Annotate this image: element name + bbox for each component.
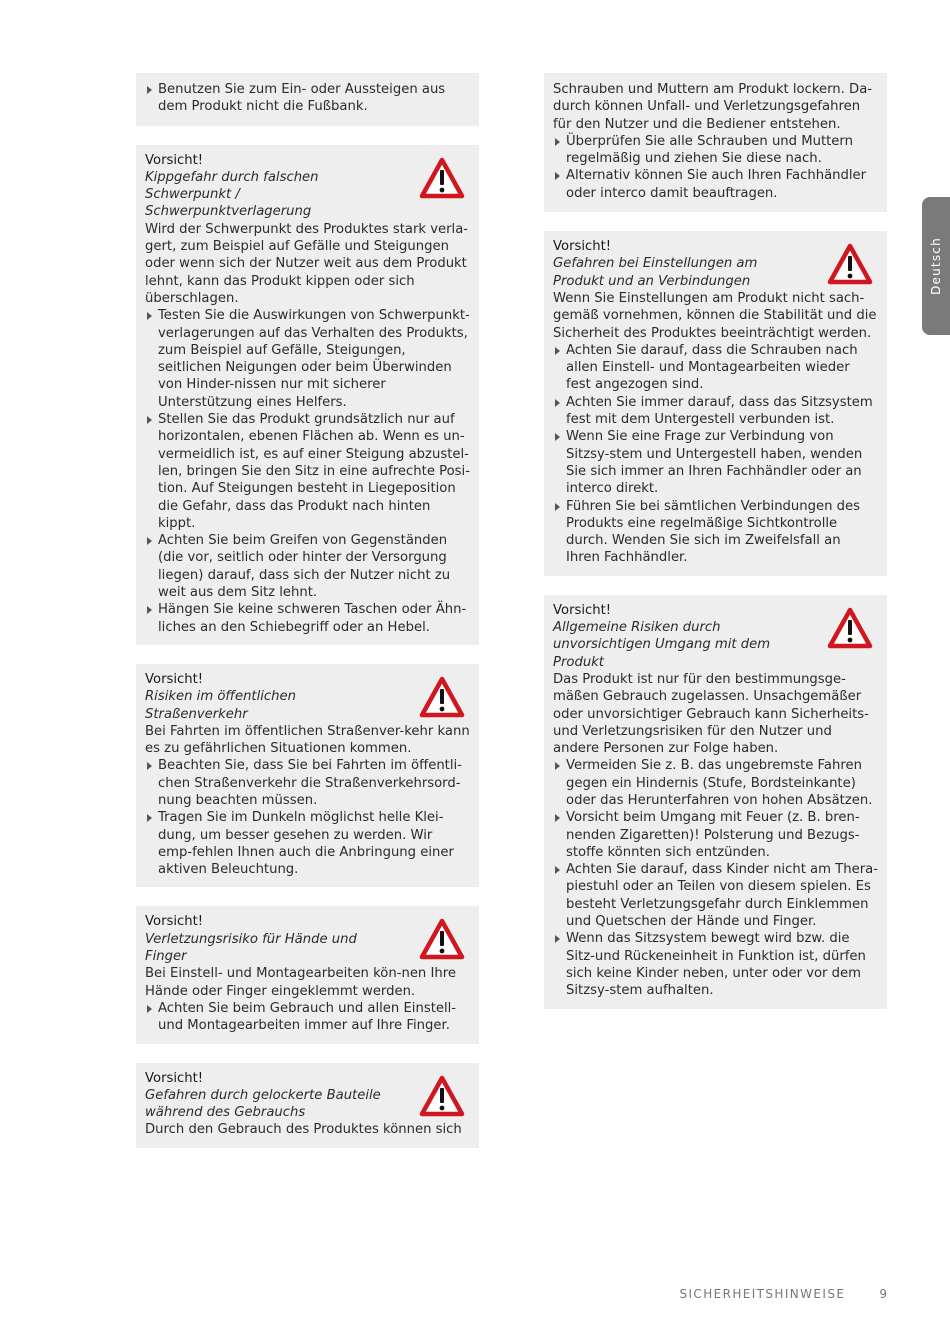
warning-box-loose-parts <box>136 1063 479 1148</box>
warning-heading: Vorsicht! <box>553 602 612 618</box>
list-item: Achten Sie beim Greifen von Gegenständen (die vor, seitlich oder hinter der Versorgung liegen) darauf, dass sich der Nutzer nicht zu weit aus dem Sitz lehnt. <box>145 532 470 601</box>
warning-box-settings <box>544 231 887 576</box>
warning-box-fingers <box>136 906 479 1043</box>
warning-subtitle: Verletzungsrisiko für Hände und Finger <box>145 931 357 965</box>
warning-subtitle: Allgemeine Risiken durch unvorsichtigen Umgang mit dem Produkt <box>553 620 771 670</box>
warning-heading: Vorsicht! <box>553 239 612 255</box>
warning-intro: Das Produkt ist nur für den bestimmungsge-mäßen Gebrauch zugelassen. Unsachgemäßer oder unvorsichtiger Gebrauch kann Sicherheits-und Verletzungsrisiken für den Nutzer und andere Personen zur Folge haben. <box>553 671 869 757</box>
list-item: Hängen Sie keine schweren Taschen oder Ähn-liches an den Schiebegriff oder an Hebel. <box>145 601 470 636</box>
warning-intro: Bei Fahrten im öffentlichen Straßenver-kehr kann es zu gefährlichen Situationen kommen. <box>145 723 470 757</box>
warning-intro: Wird der Schwerpunkt des Produktes stark verla-gert, zum Beispiel auf Gefälle und Steigungen oder wenn sich der Nutzer weit aus dem Produkt lehnt, kann das Produkt kippen oder sich überschlagen. <box>145 221 469 306</box>
warning-triangle-icon <box>419 157 465 199</box>
list-item: Wenn Sie eine Frage zur Verbindung von Sitzsy-stem und Untergestell haben, wenden Sie sich immer an Ihren Fachhändler oder an interco direkt. <box>553 428 878 497</box>
warning-intro: Schrauben und Muttern am Produkt lockern. Da-durch können Unfall- und Verletzungsgefahren für den Nutzer und die Bediener entstehen. <box>553 82 873 132</box>
warning-box-traffic <box>136 664 479 888</box>
list-item: Stellen Sie das Produkt grundsätzlich nur auf horizontalen, ebenen Flächen ab. Wenn es un-vermeidlich ist, es auf einer Steigung abzustel-len, bringen Sie den Sitz in eine aufrechte Posi-tion. Auf Steigungen besteht in Liegeposition die Gefahr, dass das Produkt nach hinten kippt. <box>145 411 470 532</box>
warning-triangle-icon <box>419 918 465 960</box>
warning-heading: Vorsicht! <box>145 1070 204 1086</box>
language-tab-label: Deutsch <box>929 237 943 295</box>
bullet-list <box>553 342 878 567</box>
warning-box-general-risks <box>544 595 887 1009</box>
warning-triangle-icon <box>827 243 873 285</box>
right-column <box>544 73 887 1028</box>
list-item: Achten Sie darauf, dass Kinder nicht am Thera-piestuhl oder an Teilen von diesem spielen. Es besteht Verletzungsgefahr durch Einklemmen und Quetschen der Hände und Finger. <box>553 861 878 930</box>
bullet-list <box>145 1000 470 1035</box>
list-item: Achten Sie beim Gebrauch und allen Einstell-und Montagearbeiten immer auf Ihre Finger. <box>145 1000 470 1035</box>
left-column <box>136 73 479 1167</box>
list-item: Überprüfen Sie alle Schrauben und Muttern regelmäßig und ziehen Sie diese nach. <box>553 133 878 168</box>
notice-box-footbench <box>136 73 479 126</box>
list-item: Führen Sie bei sämtlichen Verbindungen des Produkts eine regelmäßige Sichtkontrolle durch. Wenden Sie sich im Zweifelsfall an Ihren Fachhändler. <box>553 498 878 567</box>
warning-heading: Vorsicht! <box>145 914 204 930</box>
warning-intro: Bei Einstell- und Montagearbeiten kön-nen Ihre Hände oder Finger eingeklemmt werden. <box>145 966 456 999</box>
warning-triangle-icon <box>419 676 465 718</box>
bullet-list <box>553 757 878 999</box>
list-item: Beachten Sie, dass Sie bei Fahrten im öffentli-chen Straßenverkehr die Straßenverkehrsord-nung beachten müssen. <box>145 757 470 809</box>
page-footer <box>679 1287 887 1301</box>
warning-heading: Vorsicht! <box>145 671 204 687</box>
warning-box-tipping <box>136 145 479 645</box>
warning-triangle-icon <box>827 607 873 649</box>
list-item: Alternativ können Sie auch Ihren Fachhändler oder interco damit beauftragen. <box>553 167 878 202</box>
list-item: Testen Sie die Auswirkungen von Schwerpunkt-verlagerungen auf das Verhalten des Produkts, zum Beispiel auf Gefälle, Steigungen, seitlichen Neigungen oder beim Überwinden von Hinder-nissen nur mit sicherer Unterstützung eines Helfers. <box>145 307 470 411</box>
warning-heading: Vorsicht! <box>145 152 204 168</box>
list-item: Vermeiden Sie z. B. das ungebremste Fahren gegen ein Hindernis (Stufe, Bordsteinkante) oder das Herunterfahren von hohen Absätzen. <box>553 757 878 809</box>
warning-subtitle: Gefahren durch gelockerte Bauteile während des Gebrauchs <box>145 1087 381 1121</box>
list-item: Tragen Sie im Dunkeln möglichst helle Klei-dung, um besser gesehen zu werden. Wir emp-fehlen Ihnen auch die Anbringung einer aktiven Beleuchtung. <box>145 809 470 878</box>
list-item: Achten Sie darauf, dass die Schrauben nach allen Einstell- und Montagearbeiten wieder fest angezogen sind. <box>553 342 878 394</box>
bullet-list <box>145 757 470 878</box>
warning-box-loose-parts-continued <box>544 73 887 212</box>
bullet-list <box>145 81 470 116</box>
warning-triangle-icon <box>419 1075 465 1117</box>
page-number: 9 <box>879 1287 887 1301</box>
list-item: Wenn das Sitzsystem bewegt wird bzw. die Sitz-und Rückeneinheit in Funktion ist, dürfen sich keine Kinder neben, unter oder vor dem Sitzsy-stem aufhalten. <box>553 930 878 999</box>
list-item: Benutzen Sie zum Ein- oder Aussteigen aus dem Produkt nicht die Fußbank. <box>145 81 470 116</box>
warning-intro: Durch den Gebrauch des Produktes können sich <box>145 1122 462 1138</box>
language-tab <box>922 197 950 335</box>
list-item: Vorsicht beim Umgang mit Feuer (z. B. bren-nenden Zigaretten)! Polsterung und Bezugs-stoffe könnten sich entzünden. <box>553 809 878 861</box>
warning-intro: Wenn Sie Einstellungen am Produkt nicht sach-gemäß vornehmen, können die Stabilität und die Sicherheit des Produktes beeinträchtigt werden. <box>553 290 877 341</box>
bullet-list <box>145 307 470 636</box>
warning-subtitle: Kippgefahr durch falschen Schwerpunkt / Schwerpunktverlagerung <box>145 169 319 220</box>
warning-subtitle: Risiken im öffentlichen Straßenverkehr <box>145 689 296 722</box>
list-item: Achten Sie immer darauf, dass das Sitzsystem fest mit dem Untergestell verbunden ist. <box>553 394 878 429</box>
bullet-list <box>553 133 878 202</box>
footer-section-title: SICHERHEITSHINWEISE <box>679 1287 846 1301</box>
warning-subtitle: Gefahren bei Einstellungen am Produkt und an Verbindungen <box>553 256 758 289</box>
